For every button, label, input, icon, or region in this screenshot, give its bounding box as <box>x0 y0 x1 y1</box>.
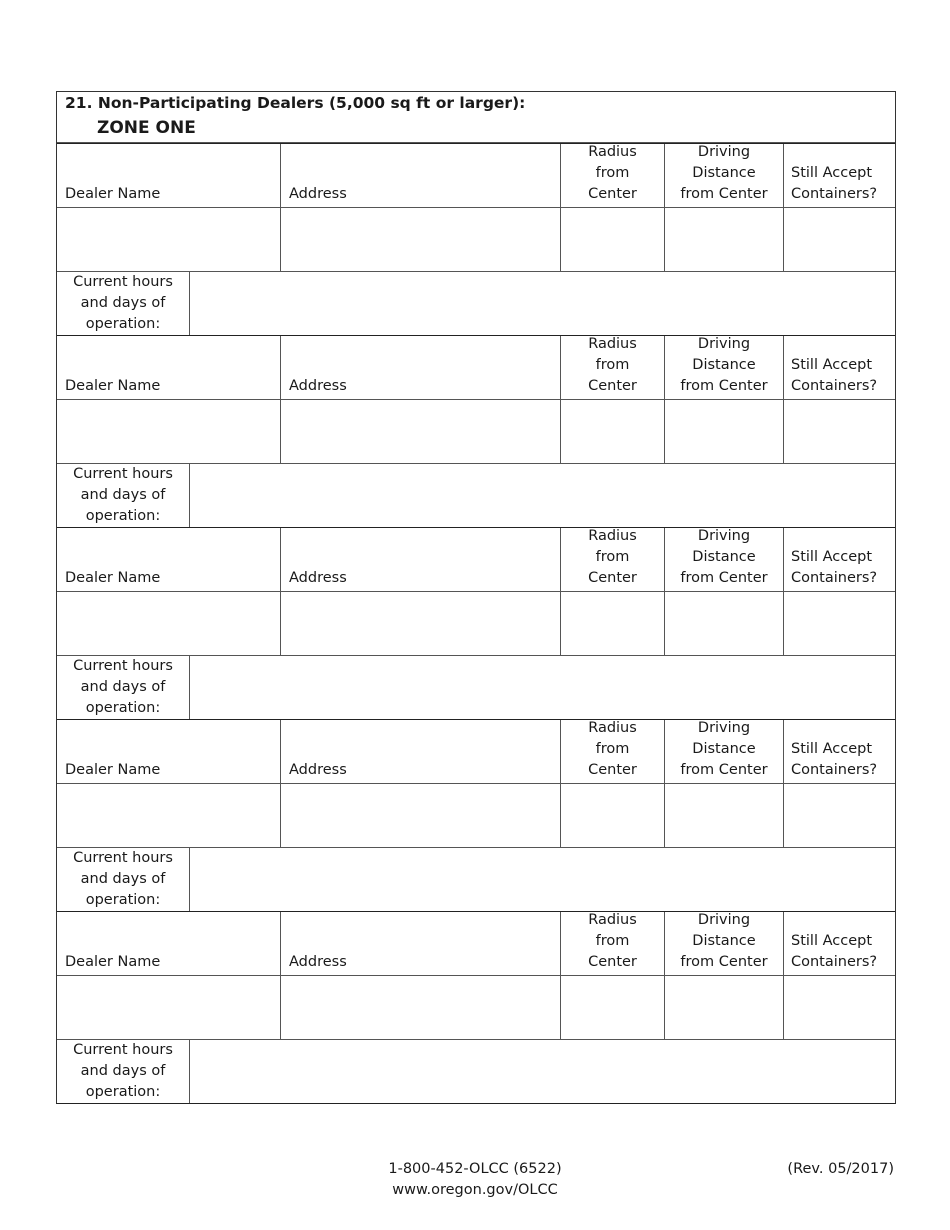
hours-label: Current hours and days of operation: <box>73 466 173 524</box>
still-accept-header: Still Accept Containers? <box>783 336 895 399</box>
driving-distance-field[interactable] <box>664 208 783 271</box>
dealer-header-row <box>57 528 895 592</box>
hours-field[interactable] <box>189 464 895 527</box>
hours-field[interactable] <box>189 656 895 719</box>
hours-row <box>57 1040 895 1103</box>
address-field[interactable] <box>280 592 560 655</box>
hours-label: Current hours and days of operation: <box>73 850 173 908</box>
dealer-entry-1 <box>57 143 895 335</box>
hours-row <box>57 656 895 719</box>
form-title-row <box>57 92 895 143</box>
hours-row <box>57 272 895 335</box>
still-accept-field[interactable] <box>783 400 895 463</box>
radius-header: Radius from Center <box>560 720 664 783</box>
dealer-header-row <box>57 720 895 784</box>
address-header: Address <box>280 720 560 783</box>
zone-label: ZONE ONE <box>97 118 196 138</box>
radius-field[interactable] <box>560 592 664 655</box>
dealer-name-header: Dealer Name <box>65 378 161 394</box>
address-field[interactable] <box>280 784 560 847</box>
driving-distance-header: Driving Distance from Center <box>664 144 783 207</box>
still-accept-field[interactable] <box>783 592 895 655</box>
dealer-input-row <box>57 400 895 464</box>
hours-label: Current hours and days of operation: <box>73 274 173 332</box>
still-accept-field[interactable] <box>783 208 895 271</box>
address-header: Address <box>280 336 560 399</box>
hours-field[interactable] <box>189 848 895 911</box>
driving-distance-header: Driving Distance from Center <box>664 912 783 975</box>
dealer-name-field[interactable] <box>57 976 280 1039</box>
dealer-entry-2 <box>57 335 895 527</box>
hours-row <box>57 848 895 911</box>
still-accept-header: Still Accept Containers? <box>783 912 895 975</box>
address-field[interactable] <box>280 208 560 271</box>
dealer-input-row <box>57 976 895 1040</box>
driving-distance-header: Driving Distance from Center <box>664 528 783 591</box>
footer-phone: 1-800-452-OLCC (6522) <box>388 1161 562 1177</box>
dealer-entry-4 <box>57 719 895 911</box>
dealer-header-row <box>57 336 895 400</box>
dealer-input-row <box>57 784 895 848</box>
driving-distance-field[interactable] <box>664 976 783 1039</box>
hours-field[interactable] <box>189 272 895 335</box>
driving-distance-field[interactable] <box>664 592 783 655</box>
dealer-name-field[interactable] <box>57 784 280 847</box>
address-header: Address <box>280 912 560 975</box>
radius-header: Radius from Center <box>560 336 664 399</box>
radius-field[interactable] <box>560 976 664 1039</box>
driving-distance-field[interactable] <box>664 400 783 463</box>
dealer-entry-5 <box>57 911 895 1103</box>
radius-field[interactable] <box>560 784 664 847</box>
dealer-name-field[interactable] <box>57 592 280 655</box>
form-title: 21. Non-Participating Dealers (5,000 sq ft or larger): <box>65 94 526 112</box>
driving-distance-header: Driving Distance from Center <box>664 720 783 783</box>
address-header: Address <box>280 144 560 207</box>
dealer-name-field[interactable] <box>57 208 280 271</box>
still-accept-header: Still Accept Containers? <box>783 528 895 591</box>
dealer-input-row <box>57 208 895 272</box>
radius-field[interactable] <box>560 400 664 463</box>
hours-label: Current hours and days of operation: <box>73 658 173 716</box>
dealer-name-header: Dealer Name <box>65 954 161 970</box>
footer-website[interactable]: www.oregon.gov/OLCC <box>392 1182 558 1198</box>
dealer-name-header: Dealer Name <box>65 186 161 202</box>
dealer-name-field[interactable] <box>57 400 280 463</box>
dealer-name-header: Dealer Name <box>65 570 161 586</box>
still-accept-field[interactable] <box>783 976 895 1039</box>
footer-revision: (Rev. 05/2017) <box>787 1161 894 1177</box>
hours-label: Current hours and days of operation: <box>73 1042 173 1100</box>
address-header: Address <box>280 528 560 591</box>
dealer-input-row <box>57 592 895 656</box>
driving-distance-field[interactable] <box>664 784 783 847</box>
radius-header: Radius from Center <box>560 912 664 975</box>
radius-header: Radius from Center <box>560 144 664 207</box>
dealer-name-header: Dealer Name <box>65 762 161 778</box>
driving-distance-header: Driving Distance from Center <box>664 336 783 399</box>
dealer-header-row <box>57 912 895 976</box>
footer-contact <box>300 1159 650 1201</box>
dealer-entry-3 <box>57 527 895 719</box>
still-accept-header: Still Accept Containers? <box>783 720 895 783</box>
hours-field[interactable] <box>189 1040 895 1103</box>
dealer-form <box>56 91 896 1104</box>
address-field[interactable] <box>280 976 560 1039</box>
still-accept-field[interactable] <box>783 784 895 847</box>
dealer-header-row <box>57 144 895 208</box>
address-field[interactable] <box>280 400 560 463</box>
still-accept-header: Still Accept Containers? <box>783 144 895 207</box>
hours-row <box>57 464 895 527</box>
radius-field[interactable] <box>560 208 664 271</box>
radius-header: Radius from Center <box>560 528 664 591</box>
